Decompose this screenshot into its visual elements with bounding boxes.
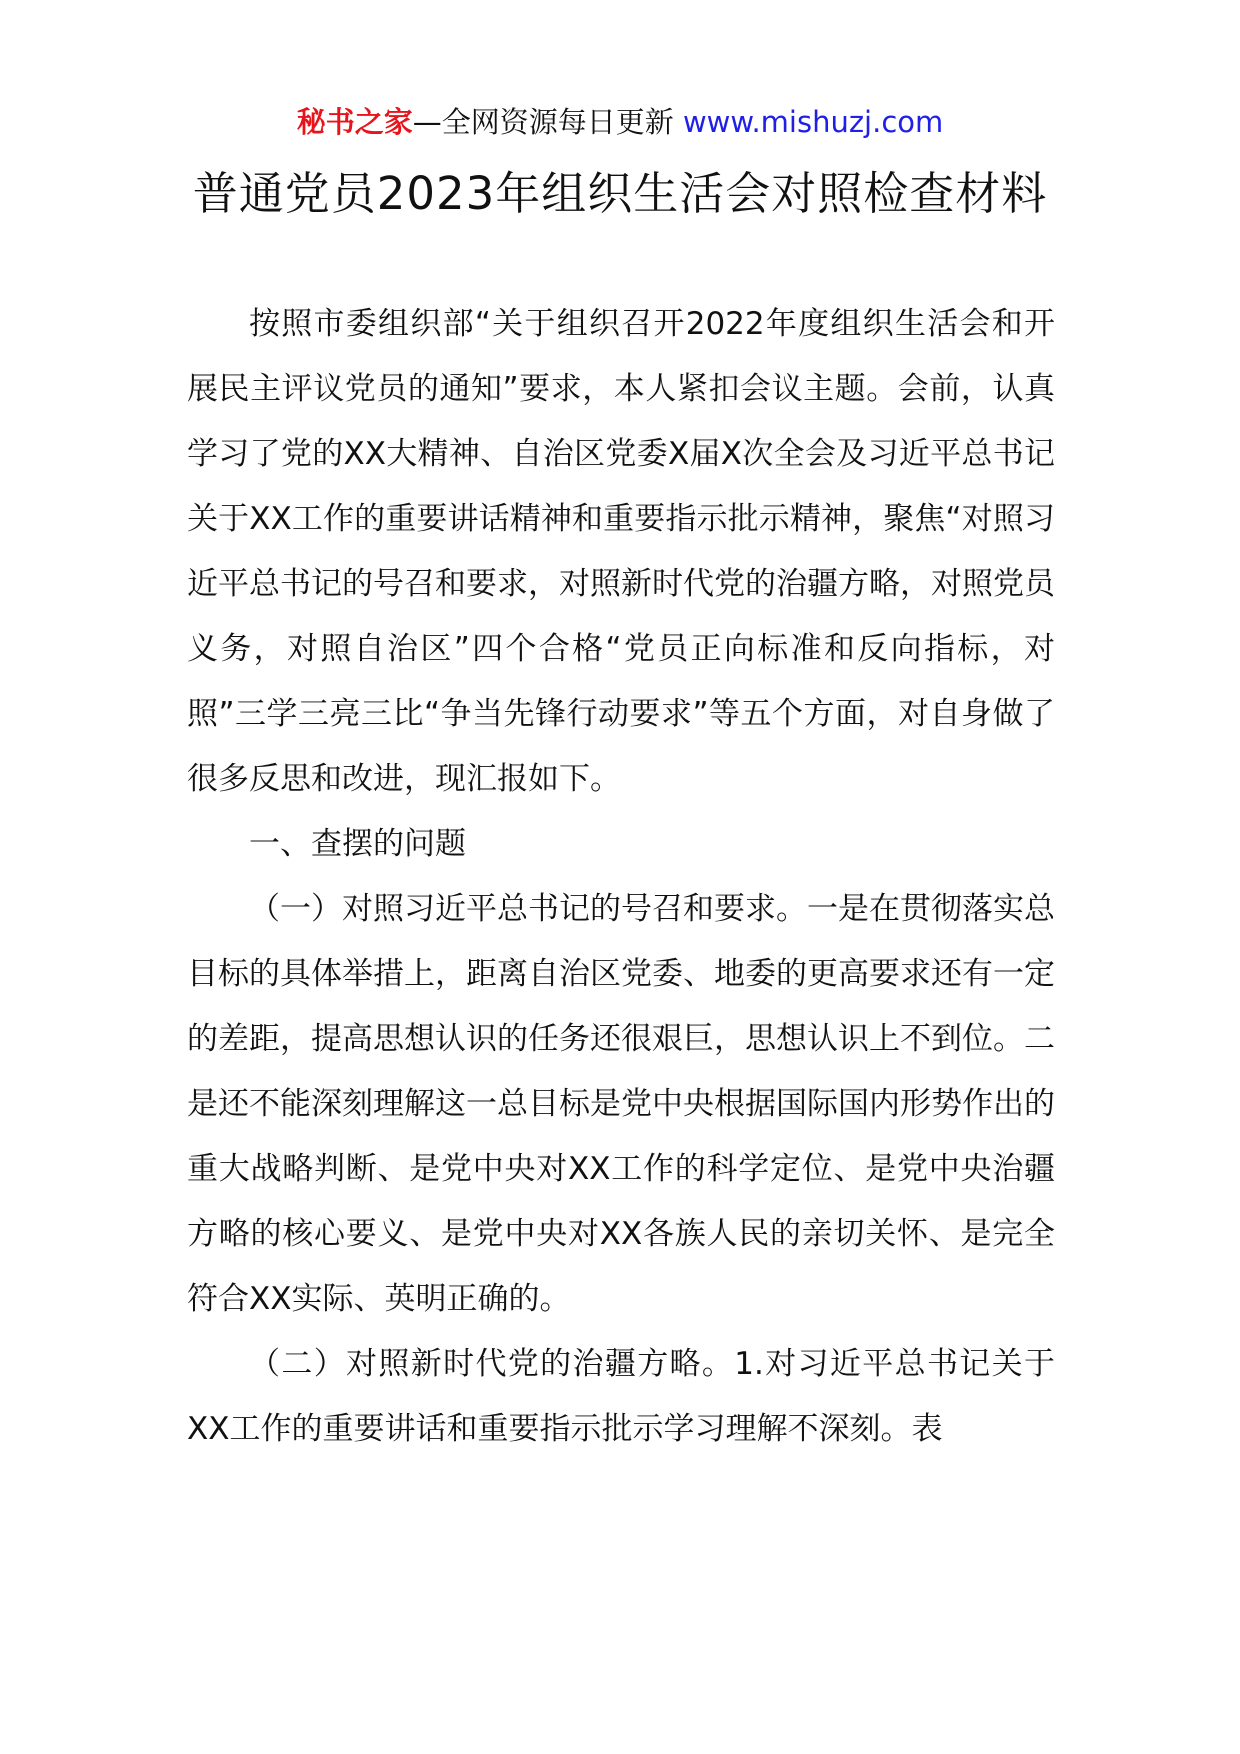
body-paragraph: （一）对照习近平总书记的号召和要求。一是在贯彻落实总目标的具体举措上，距离自治区党委、地委的更高要求还有一定的差距，提高思想认识的任务还很艰巨，思想认识上不到位。二是还不能深刻理解这一总目标是党中央根据国际国内形势作出的重大战略判断、是党中央对XX工作的科学定位、是党中央治疆方略的核心要义、是党中央对XX各族人民的亲切关怀、是完全符合XX实际、英明正确的。 (187, 891, 1055, 1317)
body-paragraph: （二）对照新时代党的治疆方略。1.对习近平总书记关于XX工作的重要讲话和重要指示批示学习理解不深刻。表 (187, 1346, 1055, 1447)
site-url: www.mishuzj.com (682, 105, 944, 139)
intro-paragraph: 按照市委组织部“关于组织召开2022年度组织生活会和开展民主评议党员的通知”要求，本人紧扣会议主题。会前，认真学习了党的XX大精神、自治区党委X届X次全会及习近平总书记关于XX工作的重要讲话精神和重要指示批示精神，聚焦“对照习近平总书记的号召和要求，对照新时代党的治疆方略，对照党员义务，对照自治区”四个合格“党员正向标准和反向指标，对照”三学三亮三比“争当先锋行动要求”等五个方面，对自身做了很多反思和改进，现汇报如下。 (187, 306, 1055, 797)
section-heading: 一、查摆的问题 (249, 826, 466, 862)
document-body (187, 292, 1055, 1462)
document-title: 普通党员2023年组织生活会对照检查材料 (192, 167, 1048, 220)
brand-tagline: —全网资源每日更新 (412, 105, 683, 139)
watermark-header (0, 100, 1240, 144)
brand-name: 秘书之家 (296, 105, 413, 139)
